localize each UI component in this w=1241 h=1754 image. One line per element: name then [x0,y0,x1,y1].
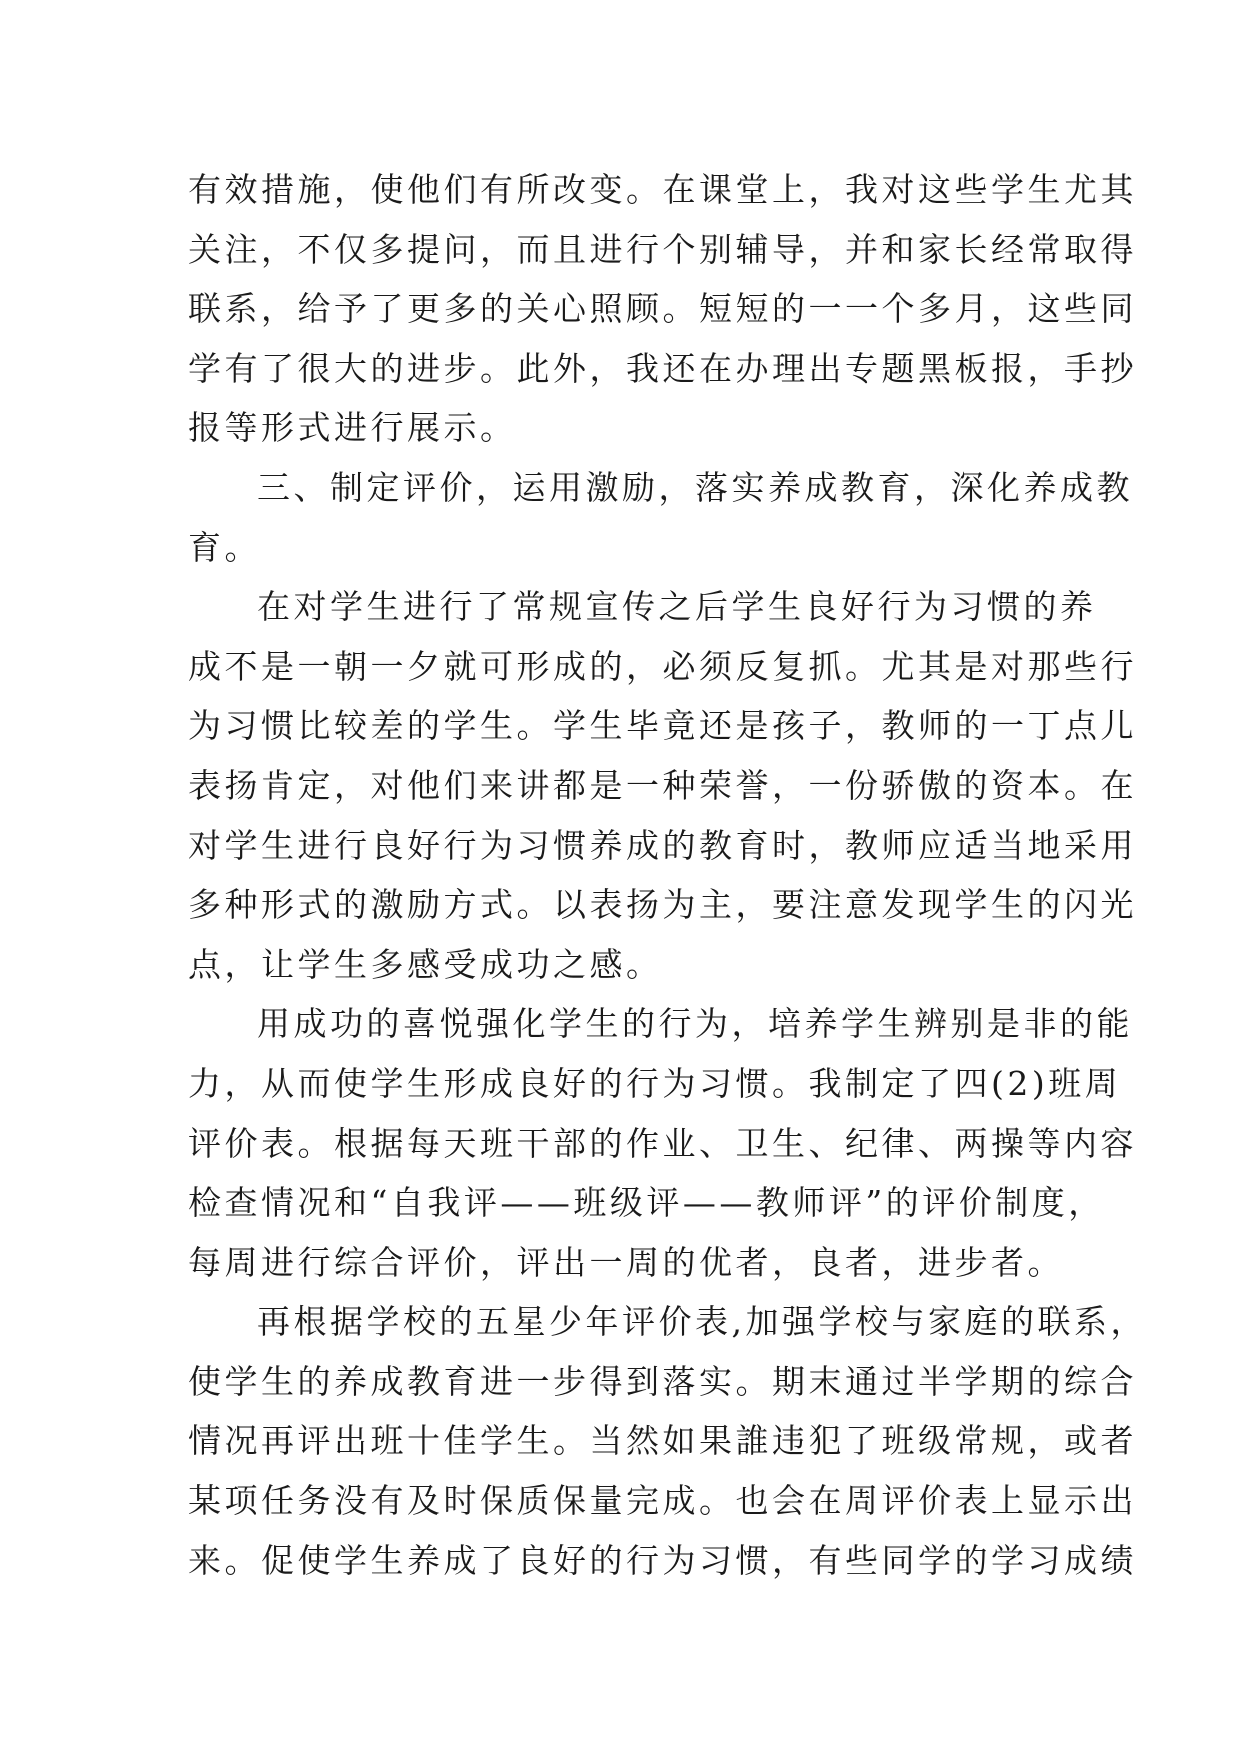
text-line: 情况再评出班十佳学生。当然如果誰违犯了班级常规，或者 [188,1421,1137,1461]
text-line: 用成功的喜悦强化学生的行为，培养学生辨别是非的能 [257,1004,1133,1044]
text-line: 在对学生进行了常规宣传之后学生良好行为习惯的养 [257,587,1097,627]
text-line: 对学生进行良好行为习惯养成的教育时，教师应适当地采用 [188,825,1137,865]
text-line: 关注，不仅多提问，而且进行个别辅导，并和家长经常取得 [188,229,1137,269]
text-line: 多种形式的激励方式。以表扬为主，要注意发现学生的闪光 [188,885,1137,925]
text-line: 报等形式进行展示。 [188,408,517,448]
text-line: 使学生的养成教育进一步得到落实。期末通过半学期的综合 [188,1361,1137,1401]
text-line: 每周进行综合评价，评出一周的优者，良者，进步者。 [188,1242,1064,1282]
text-line: 点，让学生多感受成功之感。 [188,944,663,984]
text-line: 评价表。根据每天班干部的作业、卫生、纪律、两操等内容 [188,1123,1137,1163]
text-line: 育。 [188,527,261,567]
text-line: 检查情况和“自我评——班级评——教师评”的评价制度， [188,1183,1105,1223]
text-line: 有效措施，使他们有所改变。在课堂上，我对这些学生尤其 [188,170,1137,209]
document-body [188,160,1147,1590]
text-line: 学有了很大的进步。此外，我还在办理出专题黑板报，手抄 [188,348,1137,388]
text-line: 表扬肯定，对他们来讲都是一种荣誉，一份骄傲的资本。在 [188,765,1137,805]
text-line: 联系，给予了更多的关心照顾。短短的一一个多月，这些同 [188,289,1137,329]
text-line: 成不是一朝一夕就可形成的，必须反复抓。尤其是对那些行 [188,646,1137,686]
text-line: 力，从而使学生形成良好的行为习惯。我制定了四(2)班周 [188,1063,1122,1103]
text-line: 为习惯比较差的学生。学生毕竟还是孩子，教师的一丁点儿 [188,706,1137,746]
text-line: 三、制定评价，运用激励，落实养成教育，深化养成教 [257,467,1133,507]
text-line: 来。促使学生养成了良好的行为习惯，有些同学的学习成绩 [188,1540,1137,1580]
text-line: 某项任务没有及时保质保量完成。也会在周评价表上显示出 [188,1481,1137,1521]
text-line: 再根据学校的五星少年评价表,加强学校与家庭的联系， [257,1302,1147,1342]
